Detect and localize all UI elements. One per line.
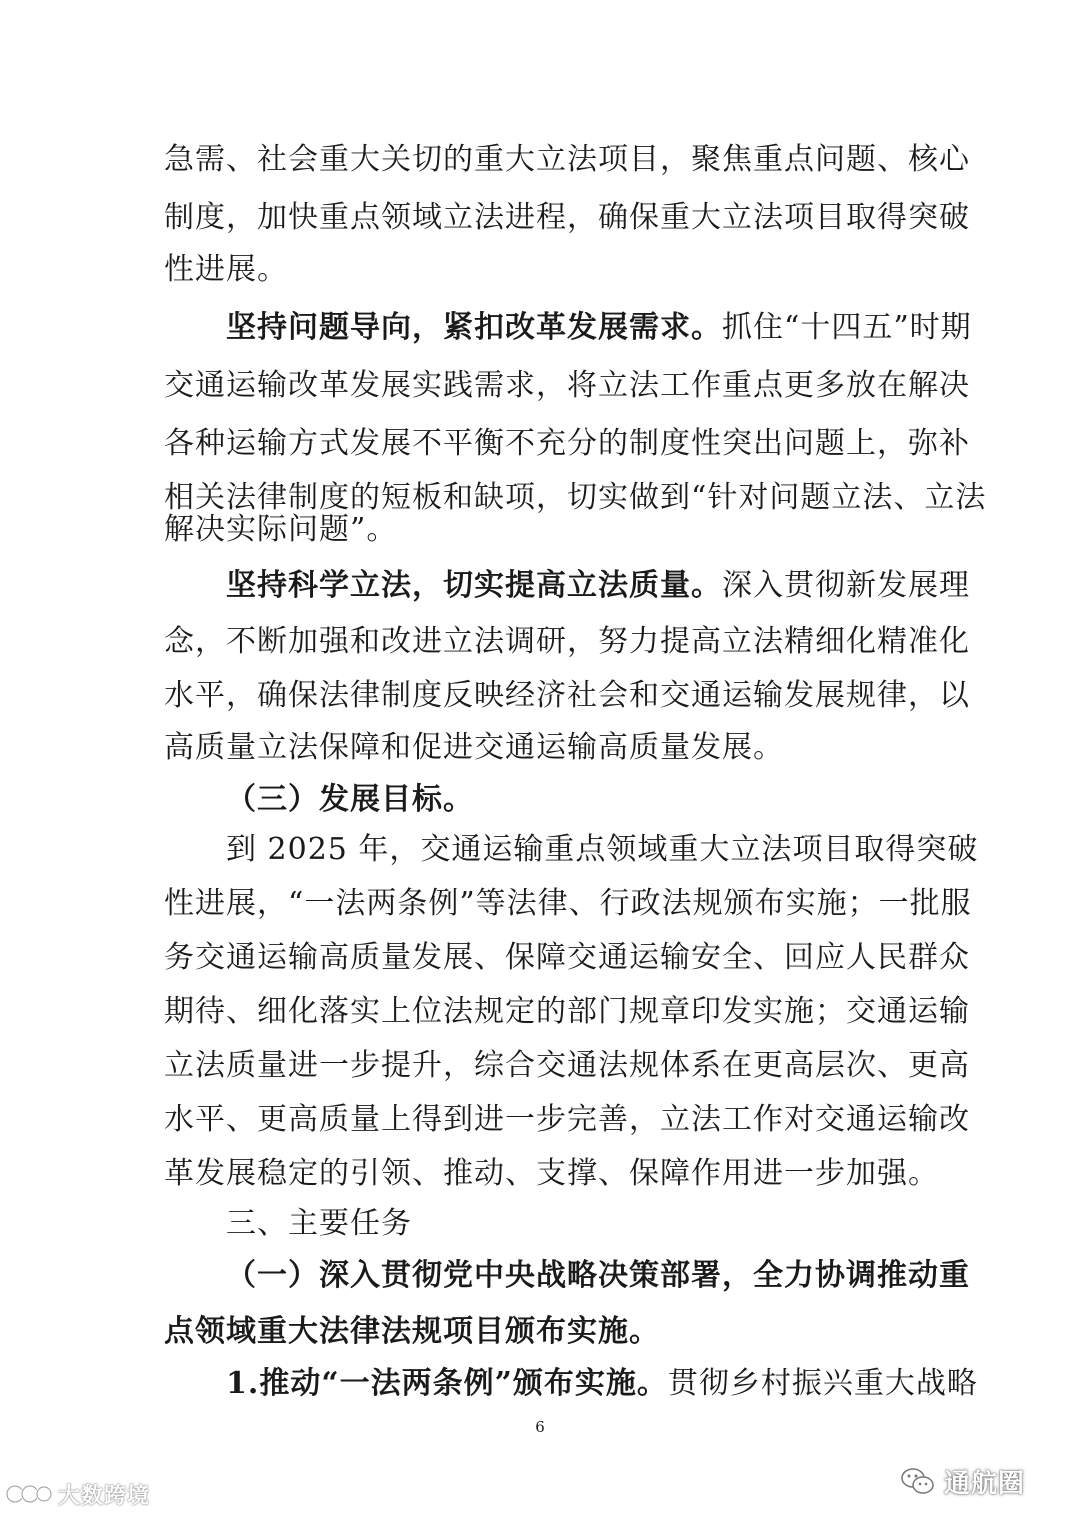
section-heading: 点领域重大法律法规项目颁布实施。 — [164, 1314, 660, 1349]
text-line: 坚持问题导向，紧扣改革发展需求。抓住“十四五”时期 — [226, 310, 972, 345]
text-line: 立法质量进一步提升，综合交通法规体系在更高层次、更高 — [164, 1048, 970, 1083]
text-line: 革发展稳定的引领、推动、支撑、保障作用进一步加强。 — [164, 1156, 939, 1191]
text-line: 各种运输方式发展不平衡不充分的制度性突出问题上，弥补 — [164, 426, 970, 461]
logo-circles-icon — [6, 1481, 52, 1507]
text-line: 到 2025 年，交通运输重点领域重大立法项目取得突破 — [226, 832, 979, 867]
text-line: 急需、社会重大关切的重大立法项目，聚焦重点问题、核心 — [164, 142, 970, 177]
text-line: 制度，加快重点领域立法进程，确保重大立法项目取得突破 — [164, 200, 970, 235]
text-line: 性进展，“一法两条例”等法律、行政法规颁布实施；一批服 — [164, 886, 972, 921]
page-number: 6 — [535, 1418, 545, 1436]
chapter-heading: 三、主要任务 — [226, 1206, 412, 1241]
text-line: 解决实际问题”。 — [164, 512, 398, 547]
text-line: 相关法律制度的短板和缺项，切实做到“针对问题立法、立法 — [164, 480, 987, 515]
text-line: 水平、更高质量上得到进一步完善，立法工作对交通运输改 — [164, 1102, 970, 1137]
section-heading: （三）发展目标。 — [226, 782, 474, 817]
watermark-right — [900, 1460, 1025, 1502]
wechat-icon — [900, 1466, 936, 1496]
text-line: 期待、细化落实上位法规定的部门规章印发实施；交通运输 — [164, 994, 970, 1029]
text-line: 念，不断加强和改进立法调研，努力提高立法精细化精准化 — [164, 624, 970, 659]
text-line: 性进展。 — [164, 252, 288, 287]
text-line: 水平，确保法律制度反映经济社会和交通运输发展规律，以 — [164, 678, 970, 713]
text-line: 交通运输改革发展实践需求，将立法工作重点更多放在解决 — [164, 368, 970, 403]
text-line: 务交通运输高质量发展、保障交通运输安全、回应人民群众 — [164, 940, 970, 975]
watermark-left-text: 大数跨境 — [58, 1483, 151, 1509]
section-heading: （一）深入贯彻党中央战略决策部署，全力协调推动重 — [226, 1258, 970, 1293]
watermark-right-text: 通航圈 — [944, 1468, 1026, 1499]
text-line: 坚持科学立法，切实提高立法质量。深入贯彻新发展理 — [226, 568, 970, 603]
text-line: 1.推动“一法两条例”颁布实施。贯彻乡村振兴重大战略 — [226, 1366, 978, 1401]
watermark-left — [6, 1474, 150, 1514]
text-line: 高质量立法保障和促进交通运输高质量发展。 — [164, 730, 784, 765]
